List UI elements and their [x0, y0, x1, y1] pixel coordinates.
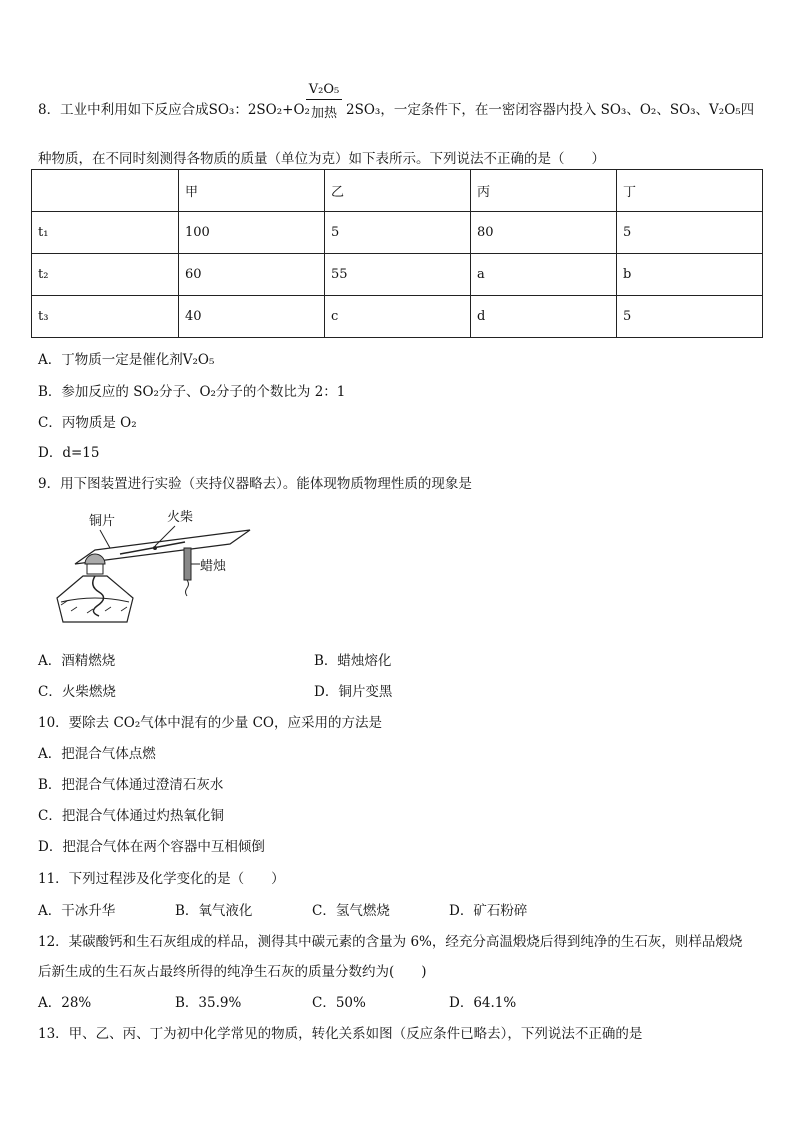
table-cell: b	[617, 254, 763, 296]
match-head	[153, 546, 157, 550]
q8-option-b: B．参加反应的 SO₂分子、O₂分子的个数比为 2：1	[38, 384, 346, 400]
question-12-stem-line2: 后新生成的生石灰占最终所得的纯净生石灰的质量分数约为( )	[38, 964, 427, 980]
table-cell: 55	[325, 254, 471, 296]
q9-option-a: A．酒精燃烧	[38, 653, 116, 669]
q11-option-d: D．矿石粉碎	[449, 903, 528, 919]
question-8-prefix: 8．工业中利用如下反应合成SO₃：2SO₂+O₂	[38, 102, 310, 118]
table-header-cell: 丁	[617, 170, 763, 212]
copper-label: 铜片	[89, 514, 116, 529]
candle-label: 蜡烛	[200, 559, 227, 574]
question-11-stem: 11．下列过程涉及化学变化的是（ ）	[38, 871, 285, 887]
experiment-diagram	[55, 504, 255, 629]
mass-table	[31, 169, 763, 338]
q11-option-c: C．氢气燃烧	[312, 903, 390, 919]
table-cell: 5	[617, 212, 763, 254]
table-cell: 60	[179, 254, 325, 296]
q10-option-b: B．把混合气体通过澄清石灰水	[38, 777, 224, 793]
table-header-cell: 乙	[325, 170, 471, 212]
lamp-wick	[93, 576, 104, 616]
table-row	[32, 212, 763, 254]
table-header-row	[32, 170, 763, 212]
table-cell: 80	[471, 212, 617, 254]
question-8-suffix: 2SO₃，一定条件下，在一密闭容器内投入 SO₃、O₂、SO₃、V₂O₅四	[346, 102, 755, 118]
question-9-stem: 9．用下图装置进行实验（夹持仪器略去）。能体现物质物理性质的现象是	[38, 476, 472, 492]
q8-option-a: A．丁物质一定是催化剂V₂O₅	[38, 352, 215, 368]
candle-body	[184, 548, 191, 580]
q9-option-c: C．火柴燃烧	[38, 684, 116, 700]
q11-option-b: B．氧气液化	[175, 903, 253, 919]
table-header-cell	[32, 170, 179, 212]
q12-options	[38, 991, 586, 1011]
q8-option-c: C．丙物质是 O₂	[38, 415, 137, 431]
lamp-body	[57, 576, 133, 622]
reaction-arrow-bar	[306, 99, 342, 100]
q10-option-c: C．把混合气体通过灼热氧化铜	[38, 808, 224, 824]
table-cell: 5	[617, 296, 763, 338]
match-pointer	[155, 526, 175, 546]
table-cell: 5	[325, 212, 471, 254]
table-row	[32, 296, 763, 338]
heat-label: 加热	[310, 106, 337, 121]
question-12-stem: 12．某碳酸钙和生石灰组成的样品，测得其中碳元素的含量为 6%，经充分高温煅烧后得到纯净的生石灰，则样品煅烧	[38, 934, 743, 950]
q12-option-a: A．28%	[38, 995, 92, 1011]
q10-option-a: A．把混合气体点燃	[38, 746, 156, 762]
question-13-stem: 13．甲、乙、丙、丁为初中化学常见的物质，转化关系如图（反应条件已略去），下列说法不正确的是	[38, 1026, 643, 1042]
copper-pointer	[100, 530, 110, 548]
table-cell: t₁	[32, 212, 179, 254]
q12-option-d: D．64.1%	[449, 995, 517, 1011]
candle-clamp	[186, 580, 189, 596]
lamp-cap	[87, 564, 103, 574]
question-10-stem: 10．要除去 CO₂气体中混有的少量 CO，应采用的方法是	[38, 715, 382, 731]
q9-option-b: B．蜡烛熔化	[314, 653, 392, 669]
match-label: 火柴	[167, 510, 194, 525]
q10-option-d: D．把混合气体在两个容器中互相倾倒	[38, 839, 265, 855]
table-cell: 40	[179, 296, 325, 338]
catalyst-label: V₂O₅	[308, 82, 340, 97]
table-cell: c	[325, 296, 471, 338]
match-stick	[120, 542, 185, 554]
q9-option-d: D．铜片变黑	[314, 684, 393, 700]
reaction-condition	[306, 82, 342, 121]
table-cell: 100	[179, 212, 325, 254]
table-cell: t₃	[32, 296, 179, 338]
table-cell: t₂	[32, 254, 179, 296]
q12-option-c: C．50%	[312, 995, 366, 1011]
table-header-cell: 丙	[471, 170, 617, 212]
lamp-liquid-line	[61, 598, 129, 602]
q12-option-b: B．35.9%	[175, 995, 242, 1011]
table-cell: d	[471, 296, 617, 338]
q11-options	[38, 899, 586, 919]
table-header-cell: 甲	[179, 170, 325, 212]
question-8-stem-line2: 种物质，在不同时刻测得各物质的质量（单位为克）如下表所示。下列说法不正确的是（ ）	[38, 151, 605, 167]
q11-option-a: A．干冰升华	[38, 903, 116, 919]
table-row	[32, 254, 763, 296]
q8-option-d: D．d=15	[38, 445, 100, 461]
table-cell: a	[471, 254, 617, 296]
